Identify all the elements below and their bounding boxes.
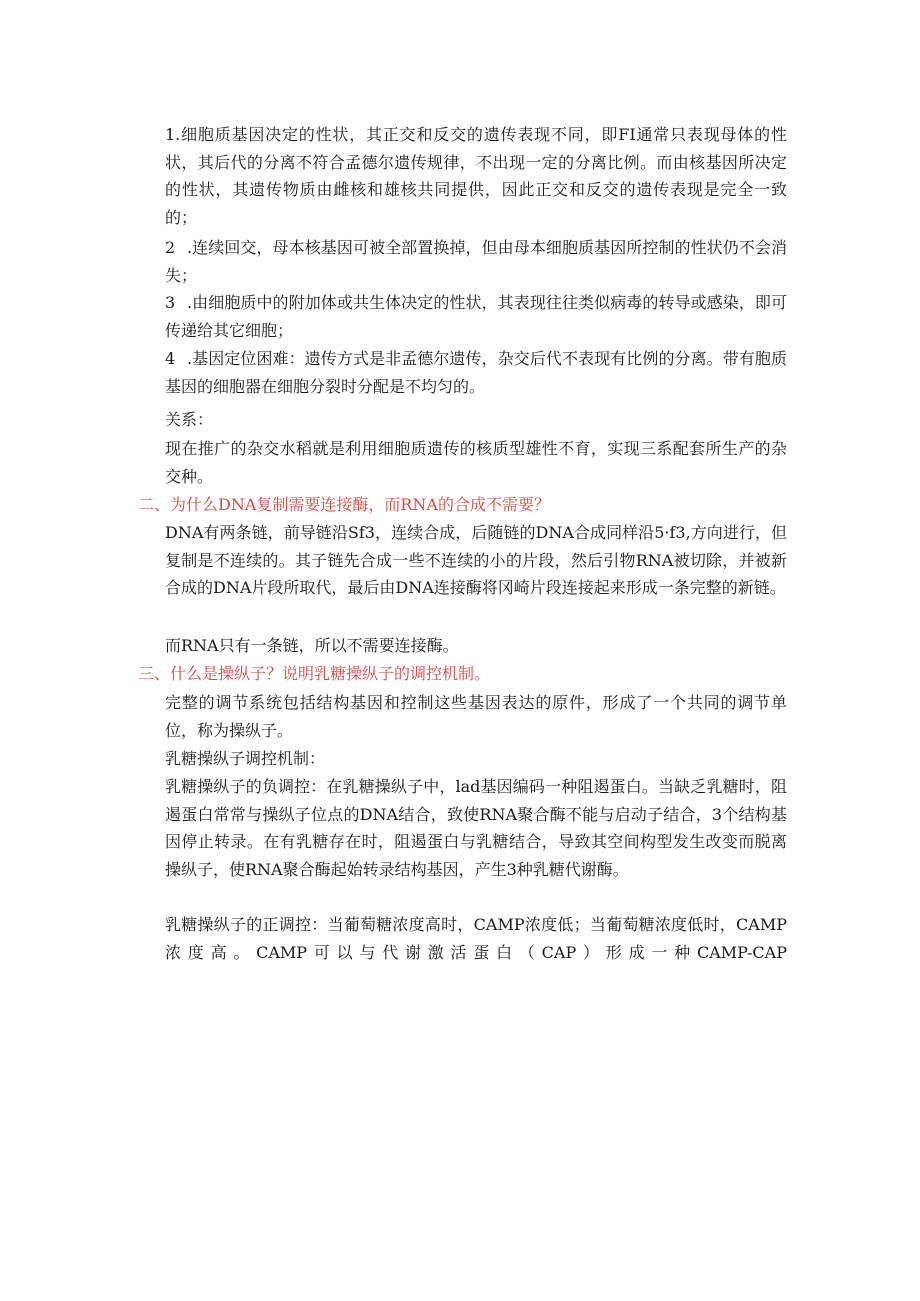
section-2-paragraph-2: 而RNA只有一条链，所以不需要连接酶。 — [165, 636, 459, 655]
section-3-paragraph-2: 乳糖操纵子调控机制： — [165, 749, 326, 768]
item-4-text: .基因定位困难：遗传方式是非孟德尔遗传，杂交后代不表现有比例的分离。带有胞质基因的细胞器在细胞分裂时分配是不均匀的。 — [165, 349, 787, 396]
item-4-number: 4 — [165, 349, 176, 368]
section-3-paragraph-4: 乳糖操纵子的正调控：当葡萄糖浓度高时，CAMP浓度低；当葡萄糖浓度低时，CAMP浓度高。CAMP可以与代谢激活蛋白（CAP）形成一种CAMP-CAP — [165, 915, 787, 962]
paragraph-item-2 — [165, 234, 787, 289]
relation-text: 现在推广的杂交水稻就是利用细胞质遗传的核质型雄性不育，实现三系配套所生产的杂交种。 — [165, 439, 787, 486]
item-2-text: .连续回交，母本核基因可被全部置换掉，但由母本细胞质基因所控制的性状仍不会消失； — [165, 238, 787, 285]
section-3-paragraph-3: 乳糖操纵子的负调控：在乳糖操纵子中，lad基因编码一种阻遏蛋白。当缺乏乳糖时，阻遏蛋白常常与操纵子位点的DNA结合，致使RNA聚合酶不能与启动子结合，3个结构基因停止转录。在有乳糖存在时，阻遏蛋白与乳糖结合，导致其空间构型发生改变而脱离操纵子，使RNA聚合酶起始转录结构基因，产生3种乳糖代谢酶。 — [165, 777, 787, 879]
item-3-text: .由细胞质中的附加体或共生体决定的性状，其表现往往类似病毒的转导或感染，即可传递给其它细胞； — [165, 293, 787, 340]
item-2-number: 2 — [165, 238, 176, 257]
relation-label: 关系： — [165, 410, 214, 429]
section-2-paragraph-1: DNA有两条链，前导链沿Sf3，连续合成，后随链的DNA合成同样沿5·f3,方向进行，但复制是不连续的。其子链先合成一些不连续的小的片段，然后引物RNA被切除，并被新合成的DNA片段所取代，最后由DNA连接酶将冈崎片段连接起来形成一条完整的新链。 — [165, 523, 787, 597]
paragraph-item-1: 1.细胞质基因决定的性状，其正交和反交的遗传表现不同，即FI通常只表现母体的性状，其后代的分离不符合孟德尔遗传规律，不出现一定的分离比例。而由核基因所决定的性状，其遗传物质由雌核和雄核共同提供，因此正交和反交的遗传表现是完全一致的； — [165, 125, 787, 227]
section-3-heading: 三、什么是操纵子？说明乳糖操纵子的调控机制。 — [138, 664, 491, 683]
section-3-paragraph-1: 完整的调节系统包括结构基因和控制这些基因表达的原件，形成了一个共同的调节单位，称为操纵子。 — [165, 693, 787, 740]
section-2-heading: 二、为什么DNA复制需要连接酶，而RNA的合成不需要？ — [138, 495, 550, 514]
paragraph-item-4 — [165, 345, 787, 400]
paragraph-item-3 — [165, 289, 787, 344]
item-3-number: 3 — [165, 293, 176, 312]
